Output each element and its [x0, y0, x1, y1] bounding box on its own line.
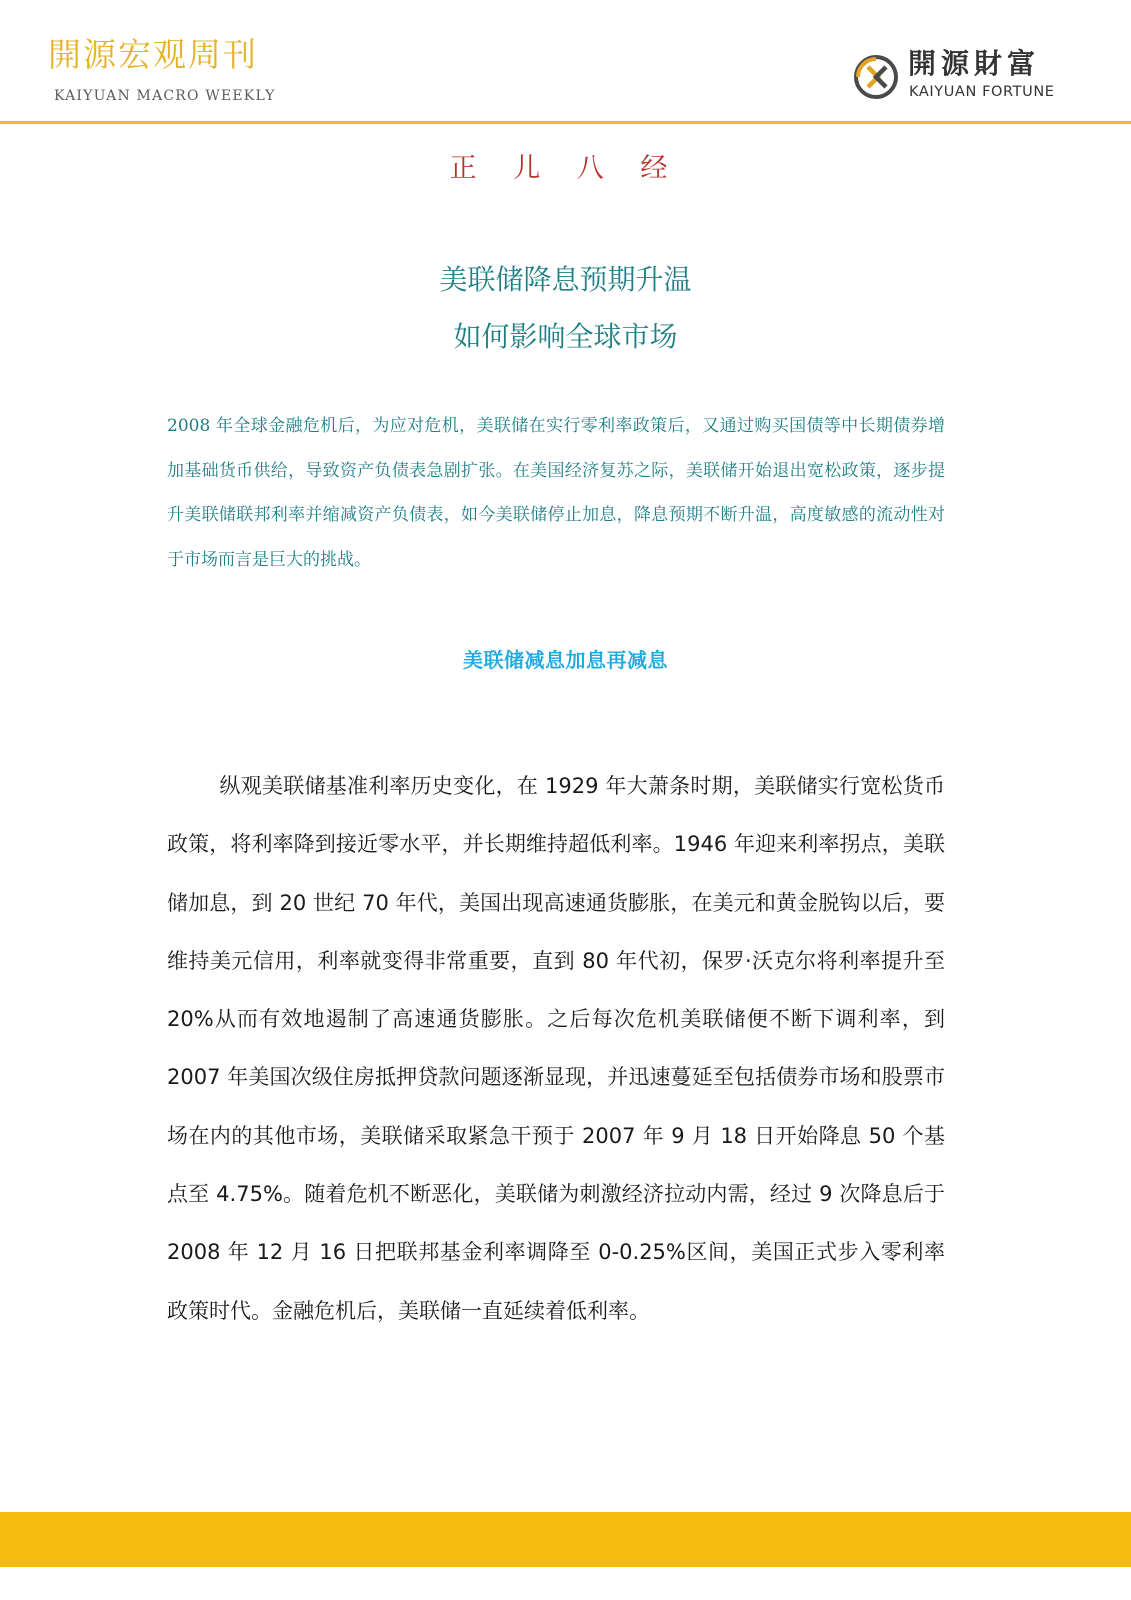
logo-name-cn: 開源財富	[908, 47, 1041, 80]
header-divider	[0, 121, 1131, 124]
logo-name-en: KAIYUAN FORTUNE	[909, 84, 1055, 100]
column-title: 正 儿 八 经	[449, 153, 682, 184]
article-abstract: 2008 年全球金融危机后，为应对危机，美联储在实行零利率政策后，又通过购买国债等中长期债券增加基础货币供给，导致资产负债表急剧扩张。在美国经济复苏之际，美联储开始退出宽松政策，逐步提升美联储联邦利率并缩减资产负债表，如今美联储停止加息，降息预期不断升温，高度敏感的流动性对于市场而言是巨大的挑战。	[167, 416, 945, 570]
publication-title: 開源宏观周刊	[48, 35, 258, 74]
publication-subtitle: KAIYUAN MACRO WEEKLY	[54, 88, 276, 104]
section-heading: 美联储减息加息再减息	[463, 648, 668, 672]
article-title-line-1: 美联储降息预期升温	[439, 263, 692, 296]
page-header	[0, 0, 1131, 125]
kaiyuan-fortune-logo	[852, 47, 1082, 106]
footer-bar	[0, 1512, 1131, 1567]
kaiyuan-logo-icon	[852, 53, 900, 101]
body-paragraph: 纵观美联储基准利率历史变化，在 1929 年大萧条时期，美联储实行宽松货币政策，将利率降到接近零水平，并长期维持超低利率。1946 年迎来利率拐点，美联储加息，到 20 世纪 70 年代，美国出现高速通货膨胀，在美元和黄金脱钩以后，要维持美元信用，利率就变得非常重要，直到 80 年代初，保罗·沃克尔将利率提升至 20%从而有效地遏制了高速通货膨胀。之后每次危机美联储便不断下调利率，到 2007 年美国次级住房抵押贷款问题逐渐显现，并迅速蔓延至包括债券市场和股票市场在内的其他市场，美联储采取紧急干预于 2007 年 9 月 18 日开始降息 50 个基点至 4.75%。随着危机不断恶化，美联储为刺激经济拉动内需，经过 9 次降息后于 2008 年 12 月 16 日把联邦基金利率调降至 0-0.25%区间，美国正式步入零利率政策时代。金融危机后，美联储一直延续着低利率。	[167, 774, 945, 1323]
article-title-line-2: 如何影响全球市场	[453, 320, 678, 353]
